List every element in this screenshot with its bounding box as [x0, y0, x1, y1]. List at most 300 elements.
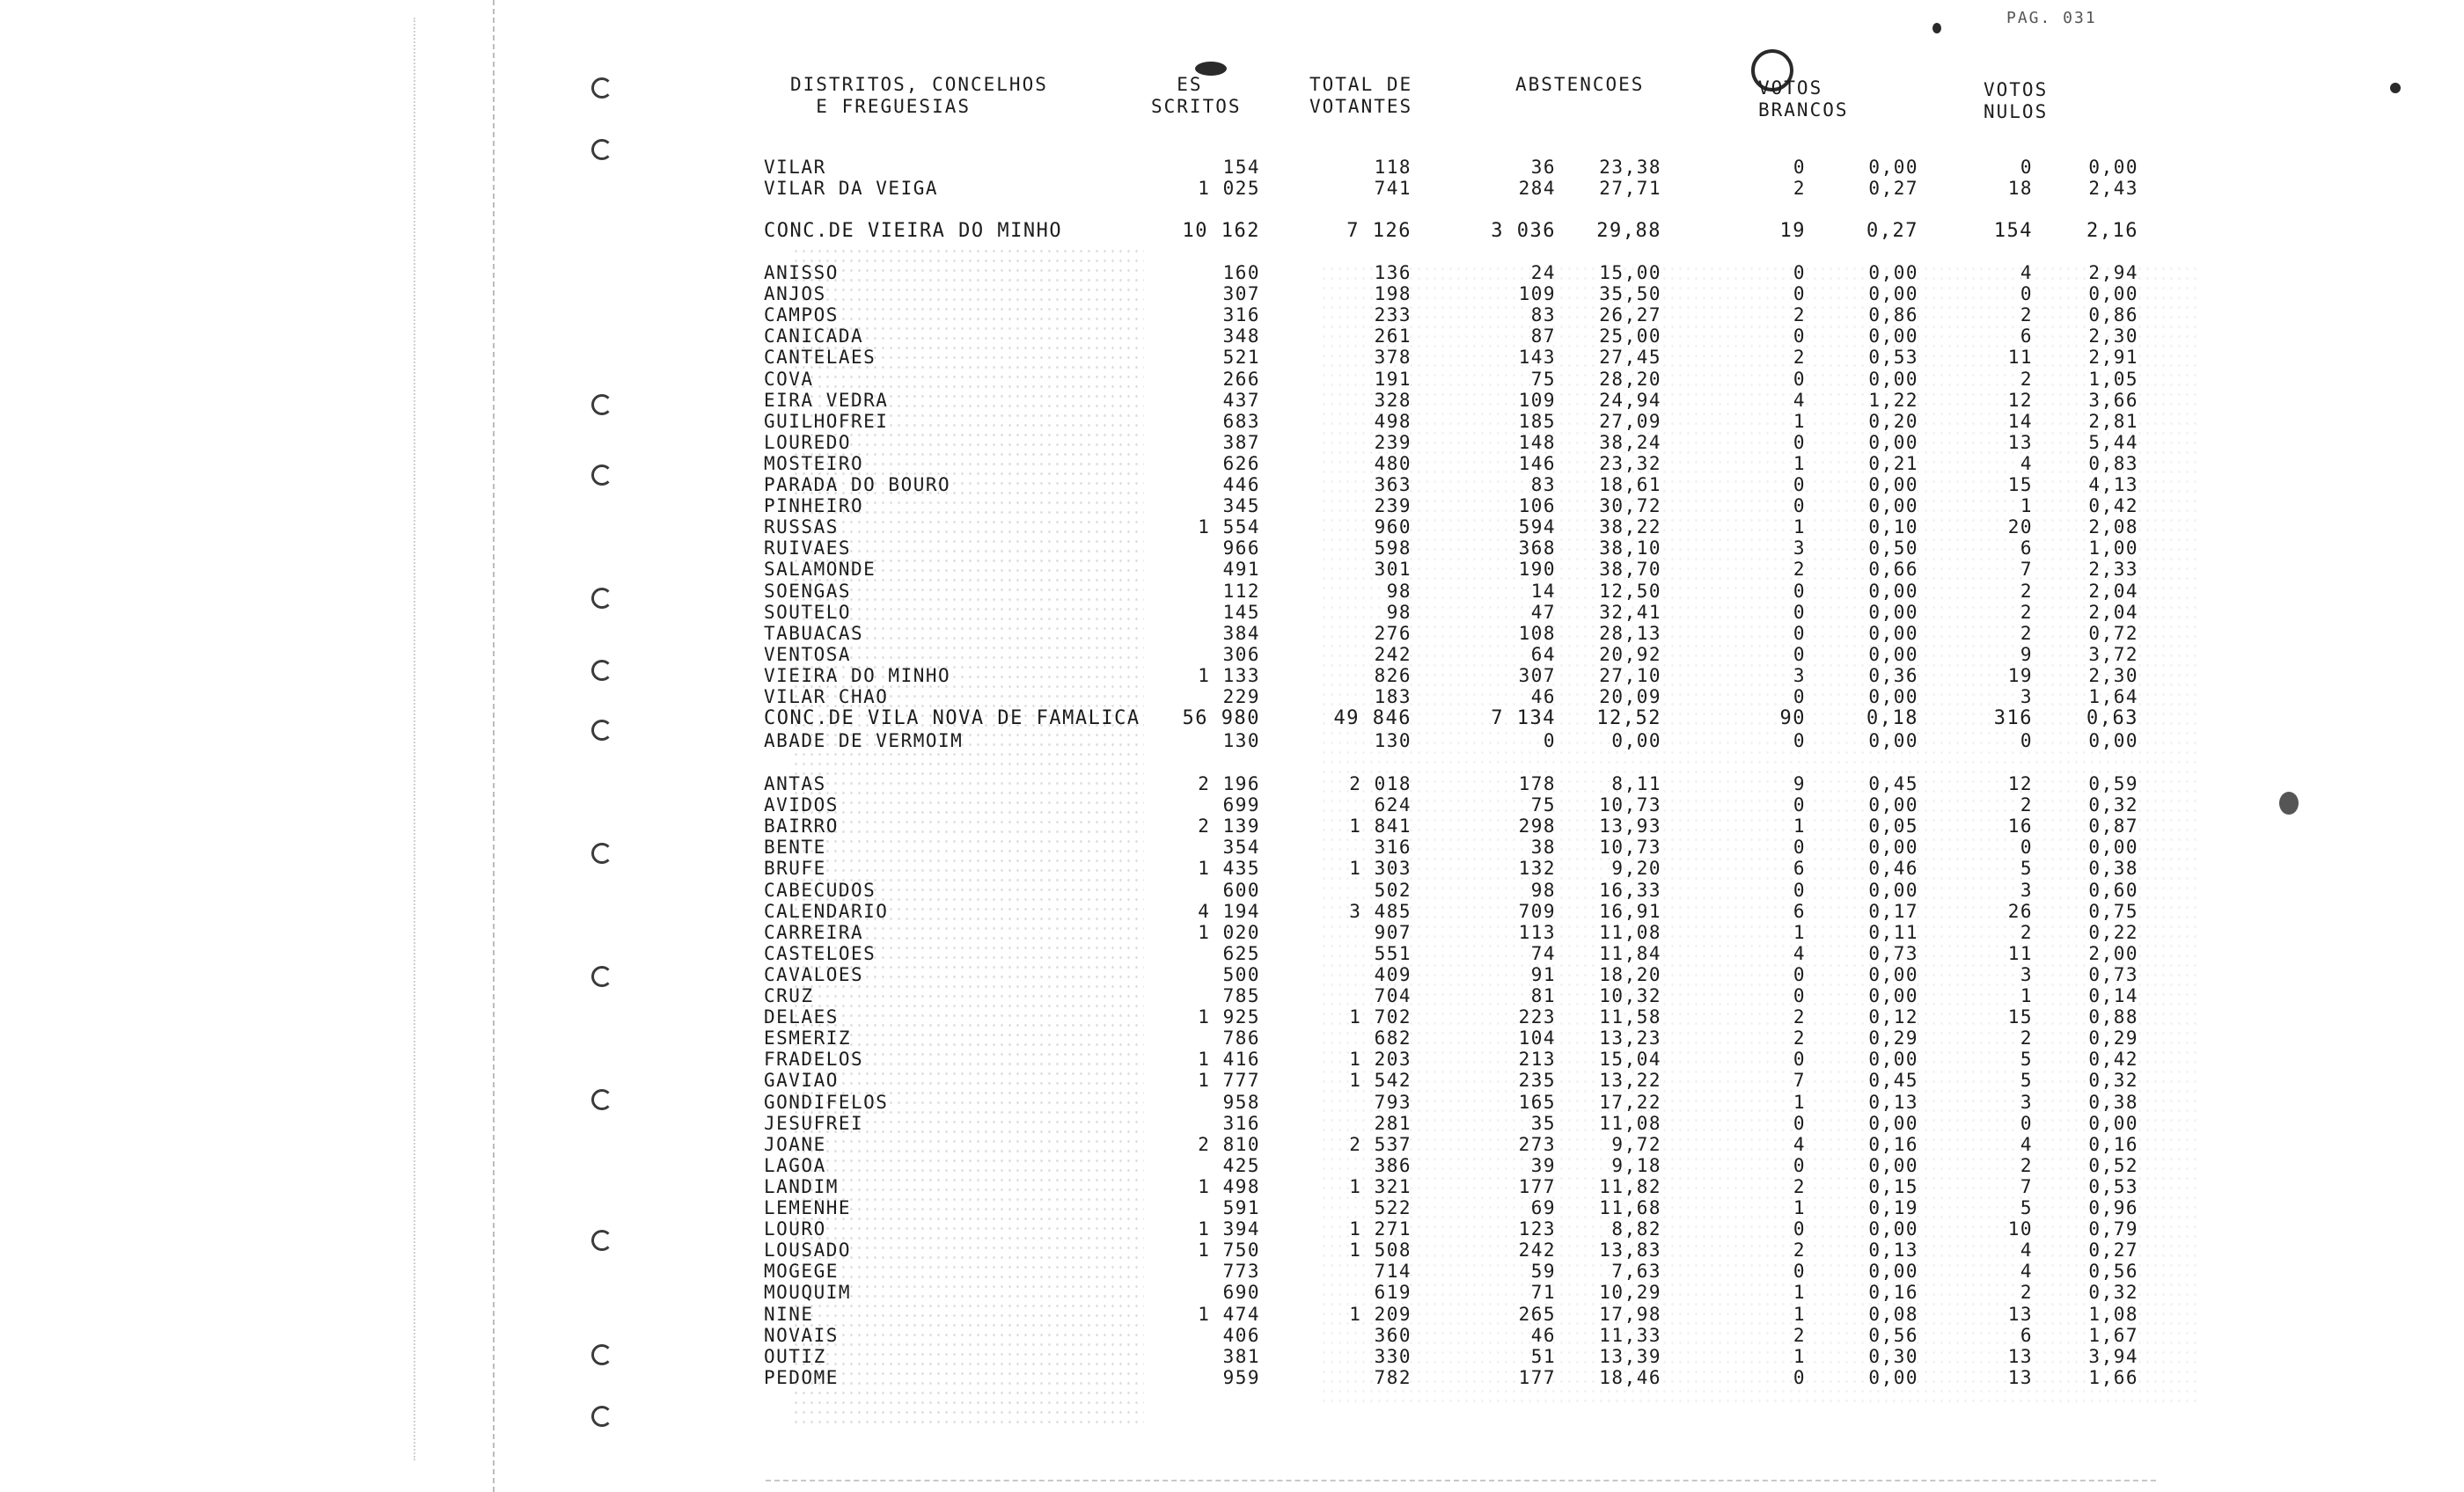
row-brancos-pct: 0,15 — [1868, 1175, 1918, 1197]
row-name: CANICADA — [764, 325, 864, 347]
row-abstencoes: 91 — [1530, 963, 1556, 985]
row-votantes: 1 209 — [1349, 1303, 1412, 1325]
table-row — [0, 1197, 2464, 1218]
row-votantes: 7 126 — [1346, 220, 1412, 242]
row-name: RUIVAES — [764, 538, 852, 560]
row-abstencoes: 14 — [1530, 580, 1556, 602]
row-brancos: 0 — [1793, 431, 1806, 453]
row-nulos: 19 — [2007, 664, 2033, 686]
table-row — [0, 1367, 2464, 1388]
row-votantes: 619 — [1374, 1282, 1412, 1304]
row-abstencoes: 106 — [1518, 495, 1556, 517]
row-abstencoes-pct: 11,08 — [1599, 921, 1661, 943]
table-row — [0, 325, 2464, 347]
row-nulos: 7 — [2020, 1175, 2033, 1197]
row-nulos-pct: 2,30 — [2088, 664, 2138, 686]
row-nulos-pct: 0,75 — [2088, 900, 2138, 922]
row-brancos-pct: 0,36 — [1868, 664, 1918, 686]
row-nulos: 4 — [2020, 1240, 2033, 1262]
row-inscritos: 381 — [1222, 1345, 1260, 1367]
row-name: MOUQUIM — [764, 1282, 852, 1304]
row-abstencoes: 265 — [1518, 1303, 1556, 1325]
row-nulos-pct: 0,32 — [2088, 794, 2138, 816]
row-brancos-pct: 0,00 — [1868, 283, 1918, 305]
row-votantes: 2 018 — [1349, 773, 1412, 794]
row-nulos-pct: 0,72 — [2088, 622, 2138, 644]
row-nulos-pct: 2,30 — [2088, 325, 2138, 347]
row-brancos: 0 — [1793, 879, 1806, 901]
row-brancos: 0 — [1793, 283, 1806, 305]
table-row — [0, 495, 2464, 516]
row-inscritos: 229 — [1222, 686, 1260, 707]
row-abstencoes-pct: 13,23 — [1599, 1028, 1661, 1050]
row-brancos: 1 — [1793, 1282, 1806, 1304]
row-brancos-pct: 0,19 — [1868, 1197, 1918, 1218]
row-brancos-pct: 0,45 — [1868, 1070, 1918, 1092]
row-inscritos: 425 — [1222, 1154, 1260, 1176]
row-votantes: 98 — [1386, 601, 1412, 623]
row-abstencoes: 594 — [1518, 516, 1556, 538]
row-nulos-pct: 2,43 — [2088, 178, 2138, 199]
table-row — [0, 901, 2464, 922]
row-inscritos: 626 — [1222, 452, 1260, 474]
row-name: ANJOS — [764, 283, 826, 305]
row-abstencoes-pct: 27,71 — [1599, 178, 1661, 199]
row-brancos: 1 — [1793, 516, 1806, 538]
table-row — [0, 581, 2464, 602]
row-nulos-pct: 0,83 — [2088, 452, 2138, 474]
row-abstencoes: 35 — [1530, 1112, 1556, 1134]
row-nulos-pct: 1,64 — [2088, 686, 2138, 707]
table-row — [0, 1325, 2464, 1346]
row-inscritos: 10 162 — [1182, 220, 1260, 242]
row-abstencoes-pct: 29,88 — [1596, 220, 1661, 242]
row-inscritos: 1 025 — [1198, 178, 1260, 199]
table-row — [0, 922, 2464, 943]
row-abstencoes: 71 — [1530, 1282, 1556, 1304]
row-nulos: 2 — [2020, 921, 2033, 943]
row-brancos-pct: 0,05 — [1868, 815, 1918, 837]
row-brancos: 0 — [1793, 963, 1806, 985]
row-nulos: 2 — [2020, 622, 2033, 644]
row-name: SALAMONDE — [764, 559, 876, 581]
table-row — [0, 262, 2464, 283]
row-inscritos: 591 — [1222, 1197, 1260, 1218]
row-abstencoes: 368 — [1518, 538, 1556, 560]
table-row — [0, 602, 2464, 623]
row-votantes: 191 — [1374, 368, 1412, 390]
row-brancos: 19 — [1779, 220, 1806, 242]
row-nulos-pct: 2,04 — [2088, 580, 2138, 602]
row-inscritos: 316 — [1222, 304, 1260, 326]
row-brancos-pct: 0,16 — [1868, 1133, 1918, 1155]
table-total-row — [0, 220, 2464, 241]
row-votantes: 136 — [1374, 262, 1412, 283]
row-abstencoes: 46 — [1530, 686, 1556, 707]
row-nulos-pct: 0,32 — [2088, 1070, 2138, 1092]
row-inscritos: 2 196 — [1198, 773, 1260, 794]
row-nulos-pct: 0,79 — [2088, 1218, 2138, 1240]
row-nulos: 0 — [2020, 730, 2033, 751]
row-brancos-pct: 0,00 — [1868, 837, 1918, 859]
row-inscritos: 345 — [1222, 495, 1260, 517]
row-brancos: 0 — [1793, 495, 1806, 517]
row-abstencoes: 298 — [1518, 815, 1556, 837]
row-nulos-pct: 0,29 — [2088, 1028, 2138, 1050]
row-brancos: 2 — [1793, 178, 1806, 199]
row-nulos: 11 — [2007, 942, 2033, 964]
row-abstencoes-pct: 11,08 — [1599, 1112, 1661, 1134]
row-abstencoes: 223 — [1518, 1006, 1556, 1028]
row-brancos-pct: 0,27 — [1866, 220, 1918, 242]
table-row — [0, 1070, 2464, 1091]
row-nulos-pct: 0,32 — [2088, 1282, 2138, 1304]
table-row — [0, 1092, 2464, 1113]
row-inscritos: 348 — [1222, 325, 1260, 347]
row-inscritos: 384 — [1222, 622, 1260, 644]
row-abstencoes-pct: 11,58 — [1599, 1006, 1661, 1028]
table-row — [0, 474, 2464, 495]
row-nulos: 0 — [2020, 157, 2033, 178]
table-row — [0, 1176, 2464, 1197]
row-abstencoes: 709 — [1518, 900, 1556, 922]
table-row — [0, 559, 2464, 580]
row-name: DELAES — [764, 1006, 839, 1028]
row-inscritos: 266 — [1222, 368, 1260, 390]
table-row — [0, 1282, 2464, 1303]
table-row — [0, 985, 2464, 1006]
row-brancos: 1 — [1793, 1091, 1806, 1113]
row-abstencoes: 185 — [1518, 410, 1556, 432]
row-nulos-pct: 0,16 — [2088, 1133, 2138, 1155]
row-votantes: 316 — [1374, 837, 1412, 859]
row-name: TABUACAS — [764, 622, 864, 644]
row-nulos: 3 — [2020, 879, 2033, 901]
row-nulos: 0 — [2020, 837, 2033, 859]
row-brancos: 2 — [1793, 1324, 1806, 1346]
row-abstencoes-pct: 16,91 — [1599, 900, 1661, 922]
row-inscritos: 307 — [1222, 283, 1260, 305]
row-nulos: 4 — [2020, 262, 2033, 283]
row-brancos-pct: 0,00 — [1868, 262, 1918, 283]
row-nulos: 9 — [2020, 643, 2033, 665]
row-nulos: 0 — [2020, 1112, 2033, 1134]
row-abstencoes-pct: 24,94 — [1599, 389, 1661, 411]
row-nulos-pct: 3,72 — [2088, 643, 2138, 665]
row-abstencoes-pct: 16,33 — [1599, 879, 1661, 901]
row-nulos: 2 — [2020, 601, 2033, 623]
row-nulos-pct: 2,04 — [2088, 601, 2138, 623]
binder-hole — [591, 1406, 612, 1427]
table-row — [0, 1218, 2464, 1240]
row-brancos: 4 — [1793, 942, 1806, 964]
row-name: GONDIFELOS — [764, 1091, 889, 1113]
row-nulos: 13 — [2007, 1303, 2033, 1325]
row-abstencoes-pct: 27,10 — [1599, 664, 1661, 686]
row-inscritos: 2 810 — [1198, 1133, 1260, 1155]
row-name: LOUSADO — [764, 1240, 852, 1262]
row-abstencoes-pct: 15,00 — [1599, 262, 1661, 283]
row-nulos-pct: 0,00 — [2088, 157, 2138, 178]
row-brancos-pct: 0,00 — [1868, 325, 1918, 347]
row-inscritos: 1 435 — [1198, 858, 1260, 880]
row-abstencoes: 109 — [1518, 389, 1556, 411]
table-row — [0, 858, 2464, 879]
row-name: BRUFE — [764, 858, 826, 880]
row-inscritos: 500 — [1222, 963, 1260, 985]
row-votantes: 360 — [1374, 1324, 1412, 1346]
row-name: VIEIRA DO MINHO — [764, 664, 951, 686]
row-nulos: 0 — [2020, 283, 2033, 305]
row-brancos: 2 — [1793, 347, 1806, 369]
row-nulos-pct: 0,38 — [2088, 1091, 2138, 1113]
page-label: PAG. 031 — [2006, 9, 2097, 27]
table-total-row — [0, 707, 2464, 728]
row-abstencoes-pct: 18,61 — [1599, 474, 1661, 495]
row-nulos: 16 — [2007, 815, 2033, 837]
row-abstencoes-pct: 9,72 — [1611, 1133, 1661, 1155]
row-abstencoes-pct: 10,73 — [1599, 837, 1661, 859]
row-abstencoes-pct: 10,29 — [1599, 1282, 1661, 1304]
row-abstencoes: 83 — [1530, 304, 1556, 326]
row-brancos: 1 — [1793, 452, 1806, 474]
row-votantes: 598 — [1374, 538, 1412, 560]
table-row — [0, 538, 2464, 559]
row-name: CONC.DE VILA NOVA DE FAMALICA — [764, 707, 1140, 730]
row-name: MOSTEIRO — [764, 452, 864, 474]
row-brancos: 0 — [1793, 1366, 1806, 1388]
row-name: CRUZ — [764, 985, 814, 1006]
row-votantes: 2 537 — [1349, 1133, 1412, 1155]
row-inscritos: 154 — [1222, 157, 1260, 178]
row-abstencoes: 190 — [1518, 559, 1556, 581]
row-nulos: 15 — [2007, 1006, 2033, 1028]
row-nulos: 12 — [2007, 773, 2033, 794]
row-name: MOGEGE — [764, 1261, 839, 1283]
row-inscritos: 406 — [1222, 1324, 1260, 1346]
table-row — [0, 178, 2464, 199]
row-nulos-pct: 1,00 — [2088, 538, 2138, 560]
row-brancos-pct: 0,00 — [1868, 1261, 1918, 1283]
row-abstencoes-pct: 11,68 — [1599, 1197, 1661, 1218]
row-name: VILAR CHAO — [764, 686, 889, 707]
table-row — [0, 773, 2464, 794]
row-brancos: 4 — [1793, 389, 1806, 411]
row-brancos: 90 — [1779, 707, 1806, 730]
row-brancos: 0 — [1793, 837, 1806, 859]
row-abstencoes: 148 — [1518, 431, 1556, 453]
row-inscritos: 1 777 — [1198, 1070, 1260, 1092]
table-row — [0, 453, 2464, 474]
row-name: JOANE — [764, 1133, 826, 1155]
row-abstencoes: 146 — [1518, 452, 1556, 474]
row-votantes: 301 — [1374, 559, 1412, 581]
row-abstencoes: 307 — [1518, 664, 1556, 686]
row-name: AVIDOS — [764, 794, 839, 816]
row-votantes: 242 — [1374, 643, 1412, 665]
row-nulos-pct: 0,38 — [2088, 858, 2138, 880]
row-inscritos: 354 — [1222, 837, 1260, 859]
row-abstencoes-pct: 20,92 — [1599, 643, 1661, 665]
row-name: NOVAIS — [764, 1324, 839, 1346]
col-header-abstencoes: ABSTENCOES — [1515, 74, 1645, 95]
row-brancos-pct: 0,08 — [1868, 1303, 1918, 1325]
table-row — [0, 1006, 2464, 1028]
row-votantes: 826 — [1374, 664, 1412, 686]
row-brancos: 0 — [1793, 601, 1806, 623]
row-brancos-pct: 0,00 — [1868, 985, 1918, 1006]
row-nulos: 5 — [2020, 1197, 2033, 1218]
row-brancos-pct: 0,53 — [1868, 347, 1918, 369]
row-nulos-pct: 0,14 — [2088, 985, 2138, 1006]
row-nulos-pct: 3,66 — [2088, 389, 2138, 411]
row-brancos: 1 — [1793, 1197, 1806, 1218]
row-name: FRADELOS — [764, 1049, 864, 1071]
row-nulos: 3 — [2020, 1091, 2033, 1113]
row-brancos-pct: 0,00 — [1868, 1049, 1918, 1071]
row-abstencoes-pct: 32,41 — [1599, 601, 1661, 623]
row-name: PEDOME — [764, 1366, 839, 1388]
row-nulos-pct: 1,05 — [2088, 368, 2138, 390]
row-nulos-pct: 2,91 — [2088, 347, 2138, 369]
row-votantes: 330 — [1374, 1345, 1412, 1367]
row-name: VILAR DA VEIGA — [764, 178, 939, 199]
row-brancos: 0 — [1793, 580, 1806, 602]
row-nulos-pct: 1,67 — [2088, 1324, 2138, 1346]
row-nulos: 14 — [2007, 410, 2033, 432]
row-inscritos: 786 — [1222, 1028, 1260, 1050]
row-name: LAGOA — [764, 1154, 826, 1176]
row-votantes: 98 — [1386, 580, 1412, 602]
table-row — [0, 730, 2464, 751]
row-abstencoes-pct: 17,22 — [1599, 1091, 1661, 1113]
row-votantes: 1 542 — [1349, 1070, 1412, 1092]
row-brancos: 0 — [1793, 985, 1806, 1006]
row-abstencoes-pct: 12,50 — [1599, 580, 1661, 602]
row-abstencoes-pct: 13,39 — [1599, 1345, 1661, 1367]
row-abstencoes-pct: 23,32 — [1599, 452, 1661, 474]
table-row — [0, 516, 2464, 538]
row-nulos: 316 — [1993, 707, 2033, 730]
row-name: JESUFREI — [764, 1112, 864, 1134]
row-abstencoes-pct: 8,82 — [1611, 1218, 1661, 1240]
row-name: PINHEIRO — [764, 495, 864, 517]
row-brancos: 1 — [1793, 1303, 1806, 1325]
row-name: CANTELAES — [764, 347, 876, 369]
row-inscritos: 683 — [1222, 410, 1260, 432]
bottom-rule — [766, 1480, 2156, 1481]
row-nulos: 18 — [2007, 178, 2033, 199]
row-nulos: 3 — [2020, 686, 2033, 707]
row-nulos-pct: 4,13 — [2088, 474, 2138, 495]
row-nulos-pct: 0,00 — [2088, 730, 2138, 751]
row-nulos: 12 — [2007, 389, 2033, 411]
row-brancos-pct: 0,66 — [1868, 559, 1918, 581]
row-brancos-pct: 0,20 — [1868, 410, 1918, 432]
row-brancos: 0 — [1793, 686, 1806, 707]
row-nulos: 4 — [2020, 1133, 2033, 1155]
row-nulos: 11 — [2007, 347, 2033, 369]
row-brancos: 9 — [1793, 773, 1806, 794]
row-nulos: 6 — [2020, 1324, 2033, 1346]
row-votantes: 363 — [1374, 474, 1412, 495]
row-votantes: 276 — [1374, 622, 1412, 644]
row-brancos: 0 — [1793, 1218, 1806, 1240]
row-nulos: 6 — [2020, 538, 2033, 560]
row-name: ESMERIZ — [764, 1028, 852, 1050]
row-name: LEMENHE — [764, 1197, 852, 1218]
row-brancos: 2 — [1793, 304, 1806, 326]
row-nulos-pct: 0,00 — [2088, 283, 2138, 305]
row-brancos: 0 — [1793, 1154, 1806, 1176]
row-name: CARREIRA — [764, 921, 864, 943]
row-abstencoes-pct: 13,22 — [1599, 1070, 1661, 1092]
row-abstencoes-pct: 27,45 — [1599, 347, 1661, 369]
row-nulos: 1 — [2020, 495, 2033, 517]
row-nulos-pct: 2,33 — [2088, 559, 2138, 581]
row-votantes: 378 — [1374, 347, 1412, 369]
row-votantes: 261 — [1374, 325, 1412, 347]
row-abstencoes: 75 — [1530, 368, 1556, 390]
row-nulos: 5 — [2020, 858, 2033, 880]
row-abstencoes: 87 — [1530, 325, 1556, 347]
row-nulos-pct: 1,66 — [2088, 1366, 2138, 1388]
row-brancos-pct: 0,00 — [1868, 730, 1918, 751]
row-votantes: 741 — [1374, 178, 1412, 199]
row-nulos: 6 — [2020, 325, 2033, 347]
row-nulos: 2 — [2020, 304, 2033, 326]
row-brancos: 0 — [1793, 368, 1806, 390]
row-brancos-pct: 0,86 — [1868, 304, 1918, 326]
row-votantes: 328 — [1374, 389, 1412, 411]
row-nulos: 2 — [2020, 1282, 2033, 1304]
row-votantes: 183 — [1374, 686, 1412, 707]
row-brancos: 0 — [1793, 1049, 1806, 1071]
row-abstencoes-pct: 15,04 — [1599, 1049, 1661, 1071]
row-inscritos: 600 — [1222, 879, 1260, 901]
row-abstencoes-pct: 26,27 — [1599, 304, 1661, 326]
row-abstencoes-pct: 28,20 — [1599, 368, 1661, 390]
row-inscritos: 699 — [1222, 794, 1260, 816]
row-inscritos: 145 — [1222, 601, 1260, 623]
row-nulos-pct: 0,42 — [2088, 495, 2138, 517]
row-nulos-pct: 0,96 — [2088, 1197, 2138, 1218]
row-name: COVA — [764, 368, 814, 390]
row-nulos-pct: 0,88 — [2088, 1006, 2138, 1028]
ink-dot — [1932, 23, 1941, 33]
row-brancos-pct: 0,00 — [1868, 1154, 1918, 1176]
row-votantes: 1 508 — [1349, 1240, 1412, 1262]
row-brancos-pct: 0,00 — [1868, 963, 1918, 985]
table-row — [0, 1304, 2464, 1325]
row-nulos-pct: 2,94 — [2088, 262, 2138, 283]
row-name: ANTAS — [764, 773, 826, 794]
row-nulos: 4 — [2020, 452, 2033, 474]
row-abstencoes: 113 — [1518, 921, 1556, 943]
row-inscritos: 491 — [1222, 559, 1260, 581]
row-abstencoes: 75 — [1530, 794, 1556, 816]
row-abstencoes-pct: 10,73 — [1599, 794, 1661, 816]
row-nulos-pct: 0,27 — [2088, 1240, 2138, 1262]
table-row — [0, 837, 2464, 858]
row-brancos-pct: 0,46 — [1868, 858, 1918, 880]
row-inscritos: 785 — [1222, 985, 1260, 1006]
row-abstencoes-pct: 23,38 — [1599, 157, 1661, 178]
row-abstencoes: 177 — [1518, 1175, 1556, 1197]
row-brancos: 0 — [1793, 643, 1806, 665]
table-row — [0, 283, 2464, 304]
row-votantes: 1 702 — [1349, 1006, 1412, 1028]
